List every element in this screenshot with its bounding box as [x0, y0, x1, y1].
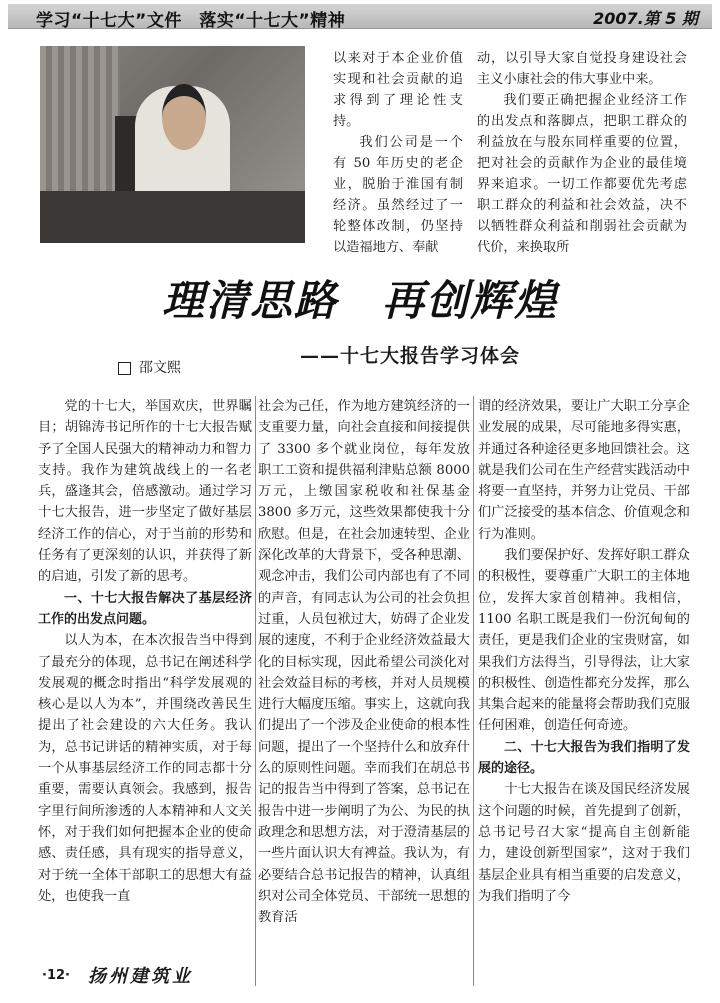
body-column-1: [38, 396, 252, 907]
author-photo: [40, 46, 305, 243]
magazine-name: 扬州建筑业: [88, 966, 193, 987]
photo-desk: [40, 191, 305, 243]
paragraph: 我们要正确把握企业经济工作的出发点和落脚点，把职工群众的利益放在与股东同样重要的位置，把对社会的贡献作为企业的最佳境界来追求。一切工作都要优先考虑职工群众的利益和社会效益，决不以牺牲群众利益和削弱社会贡献为代价，来换取所: [477, 93, 687, 255]
paragraph: 动，以引导大家自觉投身建设社会主义小康社会的伟大事业中来。: [477, 51, 687, 87]
section-heading: 一、十七大报告解决了基层经济工作的出发点问题。: [38, 590, 252, 627]
body-column-3: [478, 396, 690, 907]
author-name: 邵文熙: [139, 360, 181, 376]
paragraph: 十七大报告在谈及国民经济发展这个问题的时候，首先提到了创新，总书记号召大家“提高自主创新能力，建设创新型国家”，这对于我们基层企业具有相当重要的启发意义，为我们指明了今: [478, 782, 690, 904]
issue-number: 2007.第 5 期: [593, 9, 698, 28]
author-byline: [118, 357, 181, 377]
article-subtitle: ——十七大报告学习体会: [300, 345, 521, 367]
paragraph: 以人为本，在本次报告当中得到了最充分的体现，总书记在阐述科学发展观的概念时指出“科学发展观的核心是以人为本”，并围绕改善民生提出了社会建设的六大任务。我认为，总书记讲话的精神实质，对于每一个从事基层经济工作的同志都十分重要，需要认真领会。我感到，报告字里行间所渗透的人本精神和人文关怀，对于我们如何把握本企业的使命感、责任感，具有现实的指导意义，对于统一全体干部职工的思想大有益处，也使我一直: [38, 633, 252, 904]
paragraph: 谓的经济效果，要让广大职工分享企业发展的成果，尽可能地多得实惠，并通过各种途径更多地回馈社会。这就是我们公司在生产经营实践活动中将要一直坚持，并努力让党员、干部们广泛接受的基本信念、价值观念和行为准则。: [478, 399, 690, 542]
header-slogan: 学习“十七大”文件 落实“十七大”精神: [36, 11, 346, 31]
column-divider: [473, 396, 474, 986]
top-column-1: [333, 48, 463, 258]
paragraph: 我们要保护好、发挥好职工群众的积极性，要尊重广大职工的主体地位，发挥大家首创精神。我相信，1100 名职工既是我们一份沉甸甸的责任，更是我们企业的宝贵财富，如果我们方法得当，引导得法，让大家的积极性、创造性都充分发挥，那么其集合起来的能量将会帮助我们克服任何困难，创造任何奇迹。: [478, 548, 690, 734]
paragraph: 以来对于本企业价值实现和社会贡献的追求得到了理论性支持。: [333, 51, 463, 129]
photo-head: [162, 84, 206, 150]
paragraph: 社会为己任，作为地方建筑经济的一支重要力量，向社会直接和间接提供了 3300 多个就业岗位，每年发放职工工资和提供福利津贴总额 8000 万元，上缴国家税收和社保基金 3800 多万元，这些效果都使我十分欣慰。但是，在社会加速转型、企业深化改革的大背景下，受各种思潮、观念冲击，我们公司内部也有了不同的声音，有同志认为公司的社会负担过重，人员包袱过大，妨碍了企业发展的速度，不利于企业经济效益最大化的目标实现，因此希望公司淡化对社会效益目标的考核，并对人员规模进行大幅度压缩。事实上，这就向我们提出了一个涉及企业使命的根本性问题，提出了一个坚持什么和放弃什么的原则性问题。幸而我们在胡总书记的报告当中得到了答案，总书记在报告中进一步阐明了为公、为民的执政理念和思想方法，对于澄清基层的一些片面认识大有裨益。我认为，有必要结合总书记报告的精神，认真组织对公司全体党员、干部统一思想的教育活: [258, 399, 470, 926]
paragraph: 我们公司是一个有 50 年历史的老企业，脱胎于淮国有制经济。虽然经过了一轮整体改制，仍坚持以造福地方、奉献: [333, 135, 463, 255]
section-heading: 二、十七大报告为我们指明了发展的途径。: [478, 739, 690, 777]
byline-box-icon: [118, 362, 131, 375]
paragraph: 党的十七大，举国欢庆，世界瞩目；胡锦涛书记所作的十七大报告赋予了全国人民强大的精神动力和智力支持。我作为建筑战线上的一名老兵，盛逢其会，倍感激动。通过学习十七大报告，进一步坚定了做好基层经济工作的信心，对于当前的形势和任务有了更深刻的认识，并获得了新的启迪，引发了新的思考。: [38, 399, 252, 585]
top-column-2: [477, 48, 687, 258]
running-header: [0, 0, 720, 40]
body-column-2: [258, 396, 470, 928]
column-divider: [255, 396, 256, 986]
page-number: ·12·: [42, 968, 70, 983]
article-title: 理清思路 再创辉煌: [161, 276, 558, 325]
